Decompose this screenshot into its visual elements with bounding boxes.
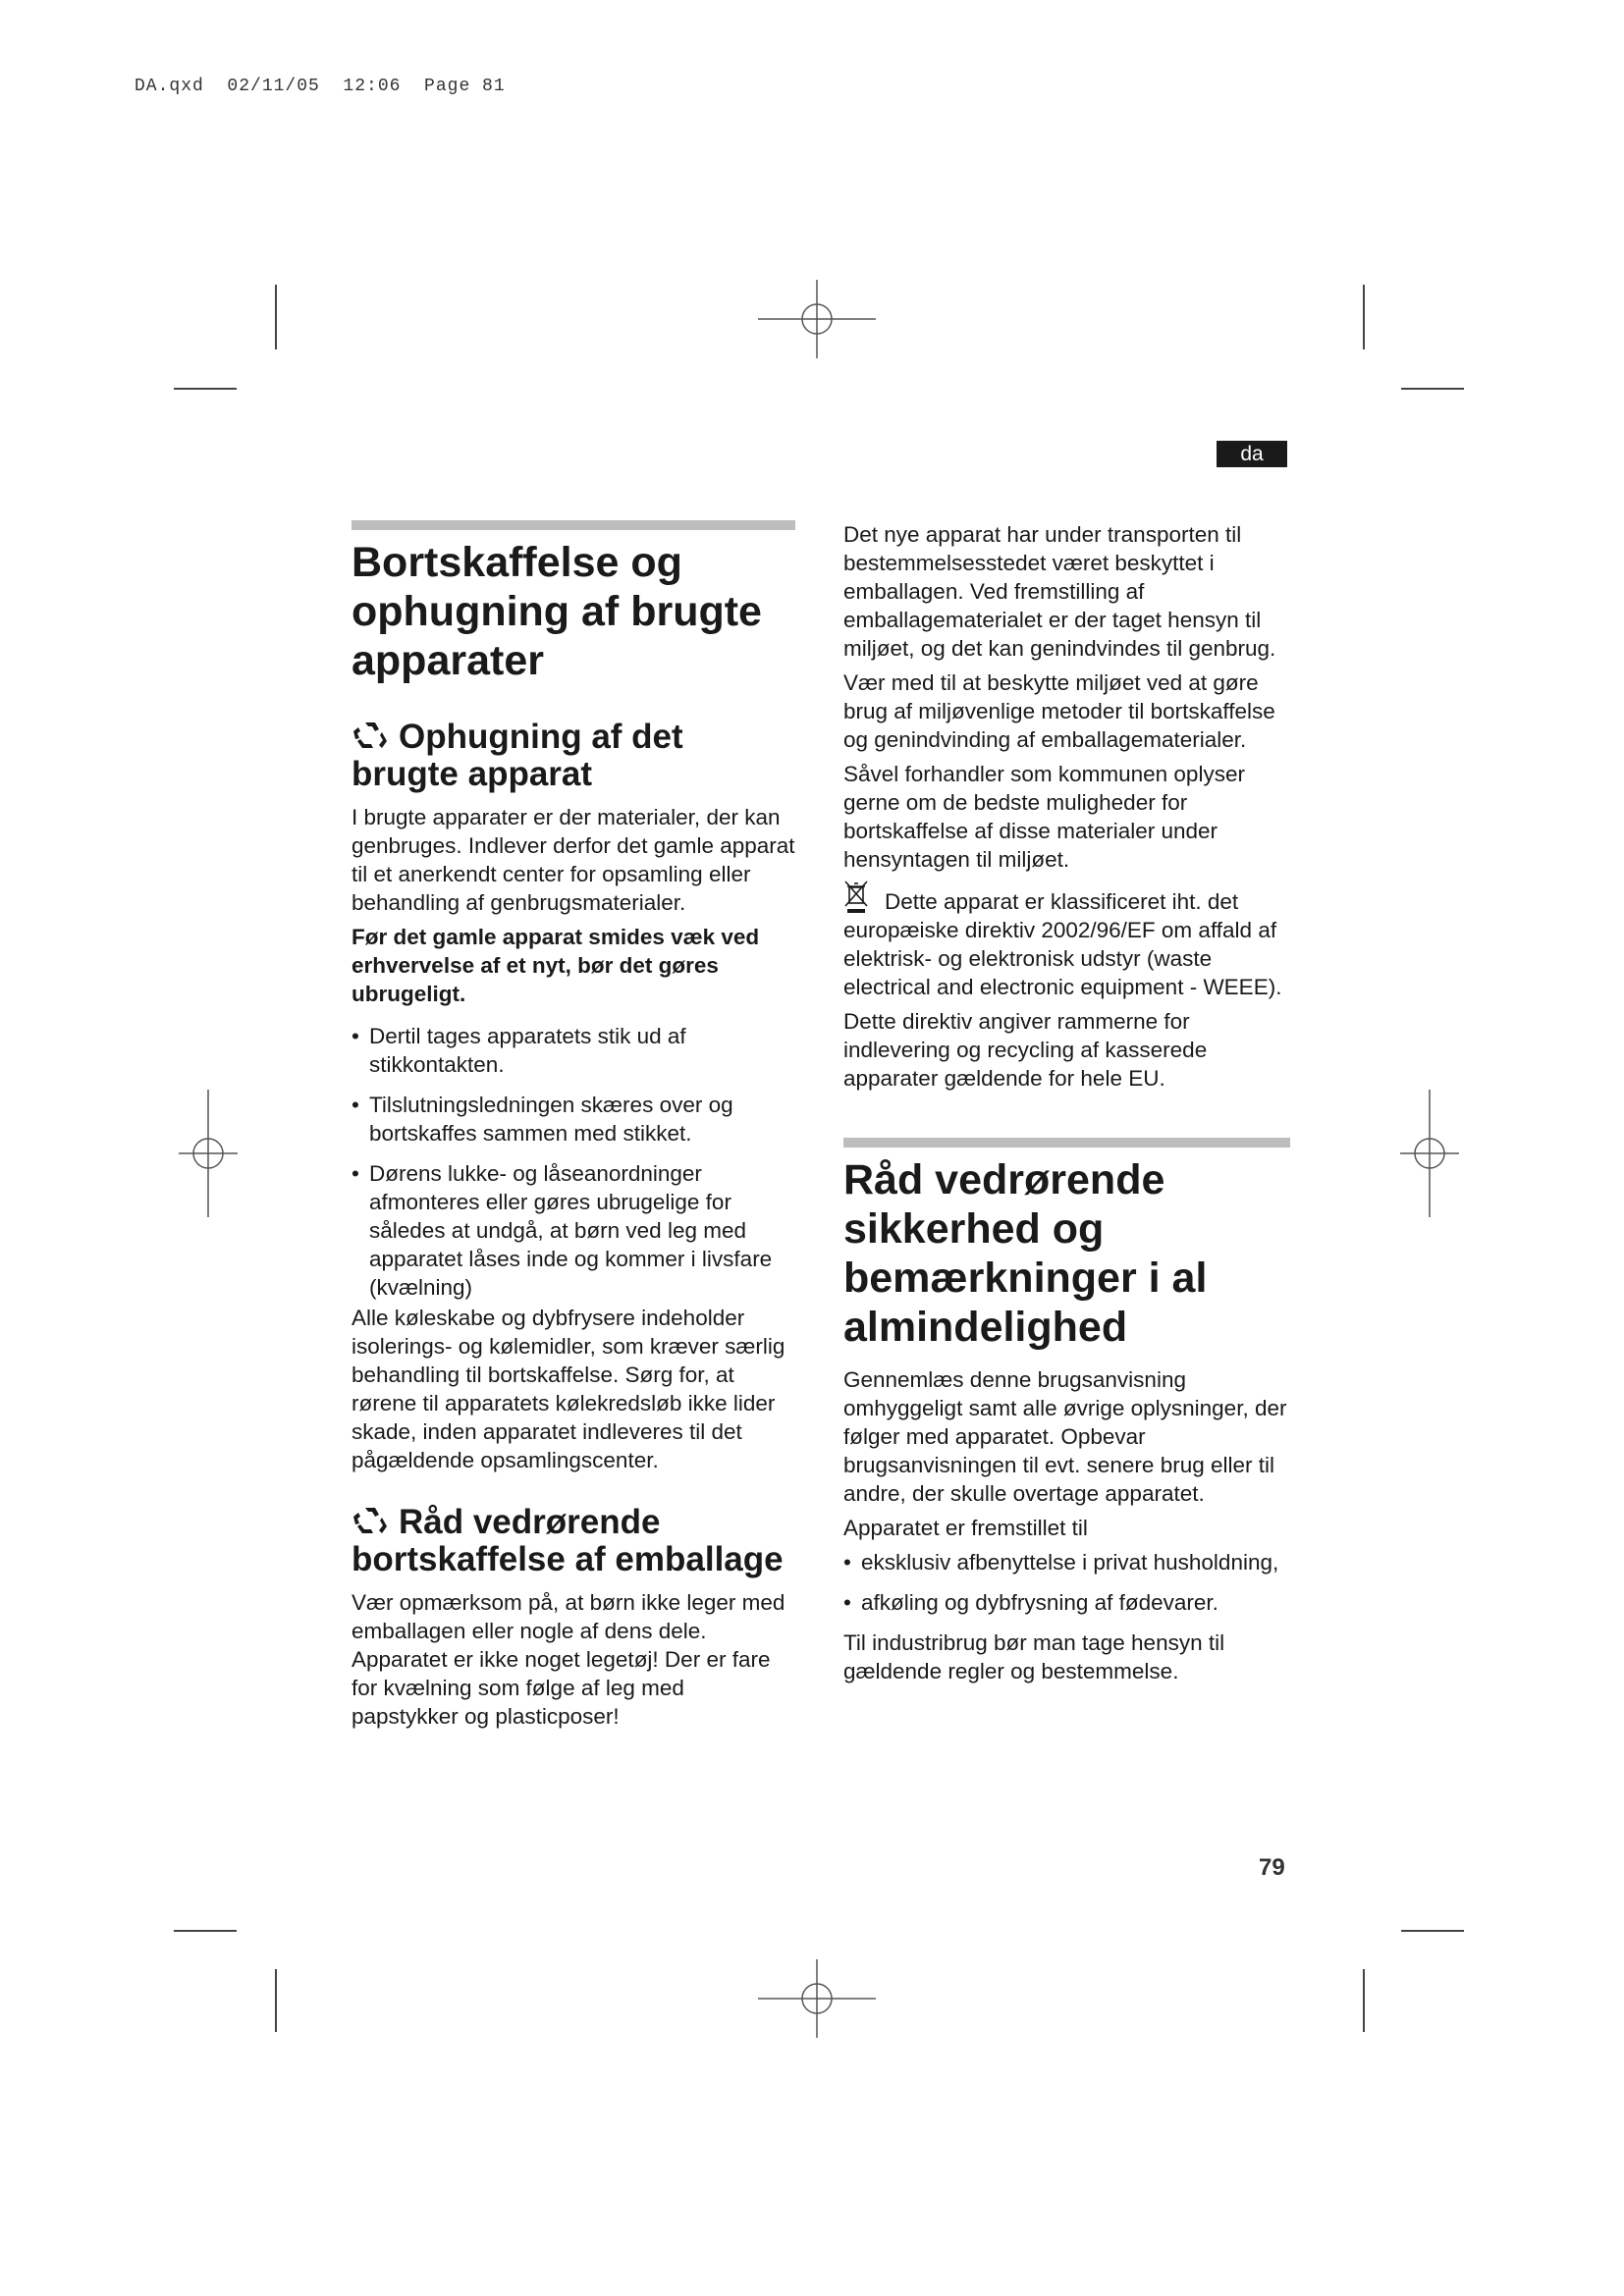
intended-use-bullets — [843, 1548, 1290, 1617]
crop-mark-top-right-v — [1363, 285, 1365, 349]
dealer-text: Såvel forhandler som kommunen oplyser gerne om de bedste muligheder for bortskaffelse af disse materialer under hensyntagen til miljøet. — [843, 762, 1245, 872]
registration-mark-top — [758, 280, 876, 358]
crop-mark-bottom-right-h — [1401, 1930, 1464, 1932]
crop-mark-bottom-right-v — [1363, 1969, 1365, 2032]
list-item: • eksklusiv afbenyttelse i privat husholdning, — [843, 1550, 1279, 1575]
crop-mark-top-left-v — [275, 285, 277, 349]
packaging-text: Vær opmærksom på, at børn ikke leger med emballagen eller nogle af dens dele. Apparatet er ikke noget legetøj! Der er fare for kvælning som følge af leg med papstykker og plasticposer! — [352, 1590, 785, 1729]
recycle-icon — [352, 1504, 389, 1535]
crop-mark-top-left-h — [174, 388, 237, 390]
right-column — [843, 520, 1290, 1691]
packaging-protection-text: Det nye apparat har under transporten til bestemmelsesstedet været beskyttet i emballagen. Ved fremstilling af emballagematerialet er der taget hensyn til miljøet, og det kan genindvindes til genbrug. — [843, 522, 1276, 661]
environment-text: Vær med til at beskytte miljøet ved at gøre brug af miljøvenlige metoder til bortskaffelse og genindvinding af emballagematerialer. — [843, 670, 1275, 752]
registration-mark-left — [159, 1090, 257, 1217]
crossed-bin-icon — [843, 880, 869, 913]
scrapping-closing: Alle køleskabe og dybfrysere indeholder isolerings- og kølemidler, som kræver særlig behandling til bortskaffelse. Sørg for, at rørene til apparatets kølekredsløb ikke lider skade, inden apparatet indleveres til det pågældende opsamlingscenter. — [352, 1306, 785, 1472]
directive-text: Dette direktiv angiver rammerne for indlevering og recycling af kasserede apparater gældende for hele EU. — [843, 1009, 1208, 1091]
section-rule — [843, 1138, 1290, 1148]
left-column — [352, 520, 795, 1736]
scrapping-warning: Før det gamle apparat smides væk ved erhvervelse af et nyt, bør det gøres ubrugeligt. — [352, 925, 760, 1006]
scrapping-bullets — [352, 1022, 795, 1302]
list-item: • Dørens lukke- og låseanordninger afmonteres eller gøres ubrugelige for således at undgå, at børn ved leg med apparatet låses inde og kommer i livsfare (kvælning) — [352, 1161, 773, 1300]
heading-scrapping — [352, 719, 795, 793]
language-tab: da — [1217, 441, 1287, 467]
section-rule — [352, 520, 795, 530]
industrial-use-text: Til industribrug bør man tage hensyn til gældende regler og bestemmelse. — [843, 1630, 1225, 1683]
scrapping-intro: I brugte apparater er der materialer, der kan genbruges. Indlever derfor det gamle apparat til et anerkendt center for opsamling eller behandling af genbrugsmaterialer. — [352, 805, 795, 915]
list-item: • Dertil tages apparatets stik ud af stikkontakten. — [352, 1024, 686, 1077]
heading-packaging-text: Råd vedrørende bortskaffelse af emballage — [352, 1503, 784, 1578]
crop-mark-top-right-h — [1401, 388, 1464, 390]
recycle-icon — [352, 719, 389, 750]
registration-mark-bottom — [758, 1959, 876, 2038]
registration-mark-right — [1380, 1090, 1479, 1217]
section-title-disposal: Bortskaffelse og ophugning af brugte apparater — [352, 539, 762, 684]
page-number: 79 — [1259, 1854, 1285, 1881]
list-item: • Tilslutningsledningen skæres over og bortskaffes sammen med stikket. — [352, 1093, 733, 1146]
intended-use-intro: Apparatet er fremstillet til — [843, 1516, 1088, 1540]
crop-mark-bottom-left-h — [174, 1930, 237, 1932]
weee-text: Dette apparat er klassificeret iht. det europæiske direktiv 2002/96/EF om affald af elektrisk- og elektronisk udstyr (waste electrical and electronic equipment - WEEE). — [843, 880, 1290, 1001]
section-title-safety: Råd vedrørende sikkerhed og bemærkninger i al almindelighed — [843, 1156, 1208, 1351]
print-slug: DA.qxd 02/11/05 12:06 Page 81 — [135, 77, 506, 96]
safety-intro: Gennemlæs denne brugsanvisning omhyggeligt samt alle øvrige oplysninger, der følger med apparatet. Opbevar brugsanvisningen til evt. senere brug eller til andre, der skulle overtage apparatet. — [843, 1367, 1287, 1506]
crop-mark-bottom-left-v — [275, 1969, 277, 2032]
heading-scrapping-text: Ophugning af det brugte apparat — [352, 718, 683, 793]
heading-packaging — [352, 1504, 795, 1578]
list-item: • afkøling og dybfrysning af fødevarer. — [843, 1590, 1218, 1615]
